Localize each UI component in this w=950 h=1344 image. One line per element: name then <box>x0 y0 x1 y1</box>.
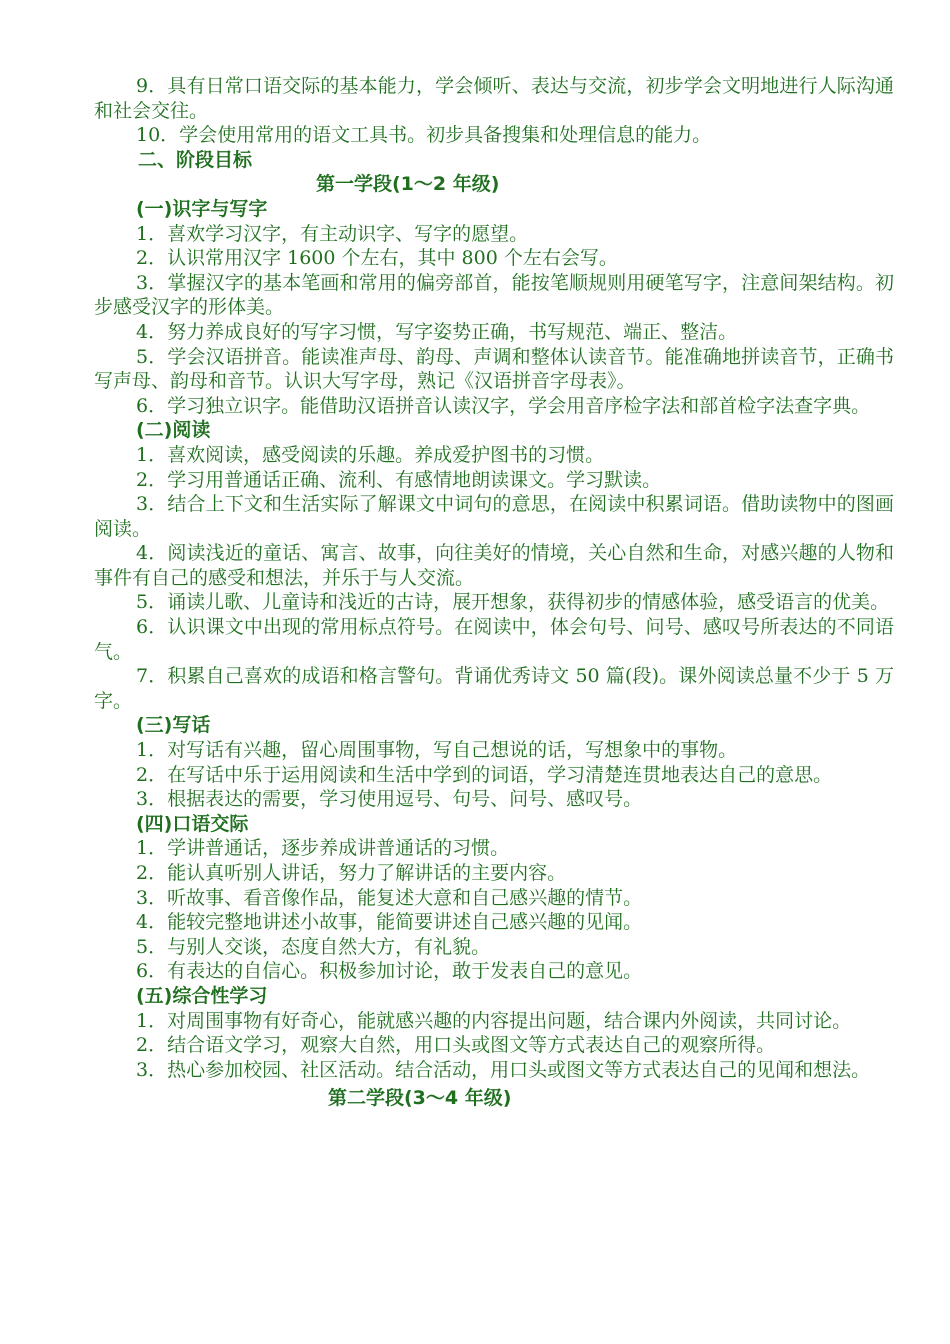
paragraph: 10．学会使用常用的语文工具书。初步具备搜集和处理信息的能力。 <box>136 124 712 147</box>
paragraph: 5．学会汉语拼音。能读准声母、韵母、声调和整体认读音节。能准确地拼读音节，正确书写声母、韵母和音节。认识大写字母，熟记《汉语拼音字母表》。 <box>94 345 894 393</box>
paragraph: 6．认识课文中出现的常用标点符号。在阅读中，体会句号、问号、感叹号所表达的不同语气。 <box>94 616 894 663</box>
paragraph: 6．学习独立识字。能借助汉语拼音认读汉字，学会用音序检字法和部首检字法查字典。 <box>136 394 871 417</box>
stage-heading: 第二学段(3～4 年级) <box>328 1087 512 1110</box>
paragraph: 5．与别人交谈，态度自然大方，有礼貌。 <box>136 935 491 958</box>
paragraph: 4．阅读浅近的童话、寓言、故事，向往美好的情境，关心自然和生命，对感兴趣的人物和事件有自己的感受和想法，并乐于与人交流。 <box>94 542 894 589</box>
subsection-heading: (二)阅读 <box>136 419 211 442</box>
paragraph: 1．学讲普通话，逐步养成讲普通话的习惯。 <box>136 837 510 860</box>
paragraph: 1．对周围事物有好奇心，能就感兴趣的内容提出问题，结合课内外阅读，共同讨论。 <box>136 1009 852 1032</box>
paragraph: 3．根据表达的需要，学习使用逗号、句号、问号、感叹号。 <box>136 788 643 811</box>
paragraph: 4．能较完整地讲述小故事，能简要讲述自己感兴趣的见闻。 <box>136 911 643 934</box>
paragraph: 1．喜欢阅读，感受阅读的乐趣。养成爱护图书的习惯。 <box>136 443 605 466</box>
paragraph: 1．对写话有兴趣，留心周围事物，写自己想说的话，写想象中的事物。 <box>136 739 738 762</box>
paragraph: 2．认识常用汉字 1600 个左右，其中 800 个左右会写。 <box>136 247 618 270</box>
paragraph: 3．结合上下文和生活实际了解课文中词句的意思，在阅读中积累词语。借助读物中的图画阅读。 <box>94 493 894 540</box>
paragraph: 3．听故事、看音像作品，能复述大意和自己感兴趣的情节。 <box>136 886 643 909</box>
paragraph: 7．积累自己喜欢的成语和格言警句。背诵优秀诗文 50 篇(段)。课外阅读总量不少于 5 万字。 <box>94 665 894 712</box>
paragraph: 6．有表达的自信心。积极参加讨论，敢于发表自己的意见。 <box>136 960 643 983</box>
paragraph: 3．掌握汉字的基本笔画和常用的偏旁部首，能按笔顺规则用硬笔写字，注意间架结构。初步感受汉字的形体美。 <box>94 271 894 319</box>
subsection-heading: (五)综合性学习 <box>136 984 268 1007</box>
paragraph: 2．结合语文学习，观察大自然，用口头或图文等方式表达自己的观察所得。 <box>136 1034 776 1057</box>
subsection-heading: (四)口语交际 <box>136 812 249 835</box>
document-body <box>94 74 894 1111</box>
paragraph: 9．具有日常口语交际的基本能力，学会倾听、表达与交流，初步学会文明地进行人际沟通和社会交往。 <box>94 75 894 122</box>
paragraph: 1．喜欢学习汉字，有主动识字、写字的愿望。 <box>136 222 529 245</box>
paragraph: 5．诵读儿歌、儿童诗和浅近的古诗，展开想象，获得初步的情感体验，感受语言的优美。 <box>136 591 890 614</box>
stage-heading: 第一学段(1～2 年级) <box>316 173 500 196</box>
section-heading: 二、阶段目标 <box>138 148 253 171</box>
subsection-heading: (三)写话 <box>136 714 211 737</box>
subsection-heading: (一)识字与写字 <box>136 197 268 220</box>
paragraph: 4．努力养成良好的写字习惯，写字姿势正确，书写规范、端正、整洁。 <box>136 320 738 343</box>
paragraph: 3．热心参加校园、社区活动。结合活动，用口头或图文等方式表达自己的见闻和想法。 <box>136 1058 871 1081</box>
paragraph: 2．在写话中乐于运用阅读和生活中学到的词语，学习清楚连贯地表达自己的意思。 <box>136 763 833 786</box>
paragraph: 2．能认真听别人讲话，努力了解讲话的主要内容。 <box>136 862 567 884</box>
paragraph: 2．学习用普通话正确、流利、有感情地朗读课文。学习默读。 <box>136 468 662 491</box>
